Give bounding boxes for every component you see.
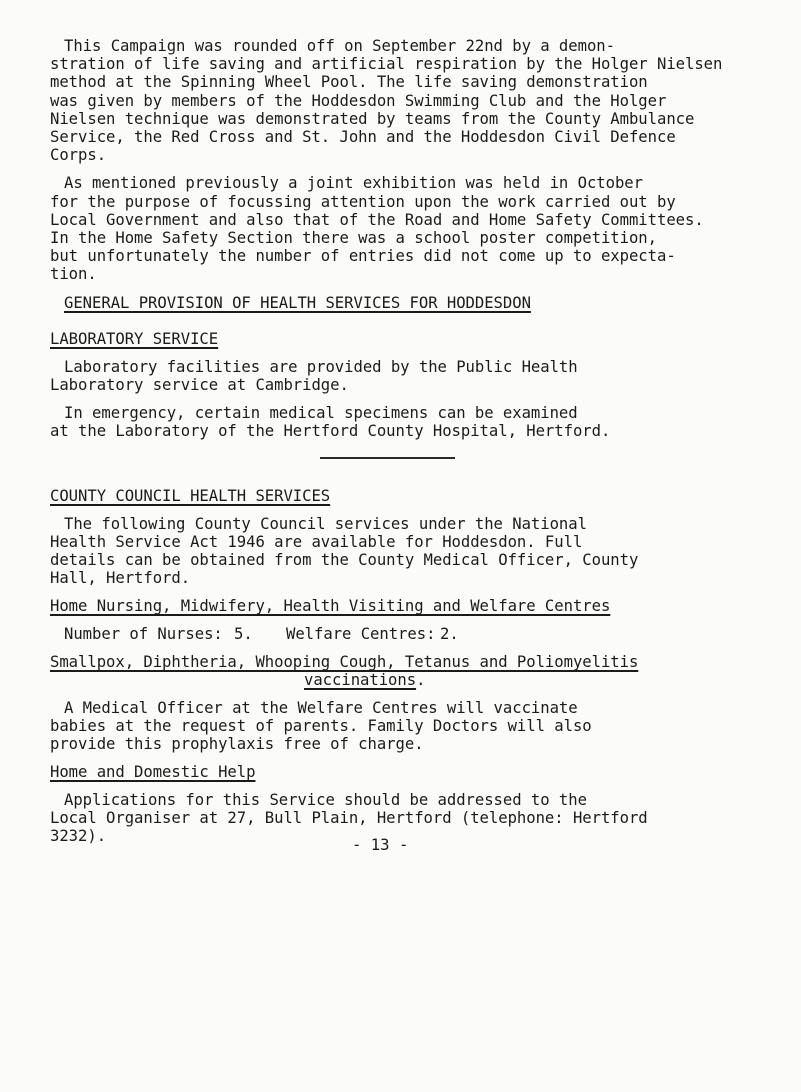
exhibition-line-6: tion. <box>50 265 97 283</box>
home-nursing-heading: Home Nursing, Midwifery, Health Visiting and Welfare Centres <box>50 597 611 615</box>
campaign-line-7: Corps. <box>50 146 107 164</box>
campaign-line-4: was given by members of the Hoddesdon Swimming Club and the Holger <box>50 92 667 110</box>
exhibition-line-4: In the Home Safety Section there was a school poster competition, <box>50 229 657 247</box>
domestic-help-line-3: 3232). <box>50 827 107 845</box>
campaign-line-5: Nielsen technique was demonstrated by teams from the County Ambulance <box>50 110 695 128</box>
domestic-help-line-2: Local Organiser at 27, Bull Plain, Hertford (telephone: Hertford <box>50 809 648 827</box>
domestic-help-line-1: Applications for this Service should be addressed to the <box>64 791 587 809</box>
county-council-line-1: The following County Council services under the National <box>64 515 587 533</box>
vaccinations-heading-word: vaccinations <box>304 671 417 689</box>
page-number: - 13 - <box>352 836 409 854</box>
welfare-centres-label: Welfare Centres: <box>286 625 436 643</box>
laboratory-heading: LABORATORY SERVICE <box>50 330 219 348</box>
laboratory-para1-line-1: Laboratory facilities are provided by the Public Health <box>64 358 578 376</box>
campaign-line-6: Service, the Red Cross and St. John and the Hoddesdon Civil Defence <box>50 128 676 146</box>
laboratory-para1-line-2: Laboratory service at Cambridge. <box>50 376 349 394</box>
exhibition-line-2: for the purpose of focussing attention upon the work carried out by <box>50 193 676 211</box>
county-council-heading: COUNTY COUNCIL HEALTH SERVICES <box>50 487 331 505</box>
vaccinations-line-3: provide this prophylaxis free of charge. <box>50 735 424 753</box>
vaccinations-heading-period: . <box>416 671 426 689</box>
campaign-line-2: stration of life saving and artificial respiration by the Holger Nielsen <box>50 55 723 73</box>
domestic-help-heading: Home and Domestic Help <box>50 763 256 781</box>
nurses-count: 5. <box>234 625 253 643</box>
campaign-line-1: This Campaign was rounded off on September 22nd by a demon- <box>64 37 615 55</box>
nurses-label: Number of Nurses: <box>64 625 223 643</box>
exhibition-line-3: Local Government and also that of the Road and Home Safety Committees. <box>50 211 704 229</box>
county-council-line-4: Hall, Hertford. <box>50 569 191 587</box>
vaccinations-line-1: A Medical Officer at the Welfare Centres will vaccinate <box>64 699 578 717</box>
laboratory-para2-line-2: at the Laboratory of the Hertford County Hospital, Hertford. <box>50 422 611 440</box>
exhibition-line-5: but unfortunately the number of entries did not come up to expecta- <box>50 247 676 265</box>
vaccinations-heading-line-2 <box>304 671 425 689</box>
exhibition-line-1: As mentioned previously a joint exhibition was held in October <box>64 174 643 192</box>
vaccinations-heading-line-1: Smallpox, Diphtheria, Whooping Cough, Tetanus and Poliomyelitis <box>50 653 639 671</box>
section-divider <box>320 457 455 459</box>
welfare-centres-count: 2. <box>440 625 459 643</box>
vaccinations-line-2: babies at the request of parents. Family Doctors will also <box>50 717 592 735</box>
campaign-line-3: method at the Spinning Wheel Pool. The life saving demonstration <box>50 73 648 91</box>
county-council-line-2: Health Service Act 1946 are available for Hoddesdon. Full <box>50 533 583 551</box>
county-council-line-3: details can be obtained from the County Medical Officer, County <box>50 551 639 569</box>
general-provision-heading: GENERAL PROVISION OF HEALTH SERVICES FOR HODDESDON <box>64 294 531 312</box>
laboratory-para2-line-1: In emergency, certain medical specimens can be examined <box>64 404 578 422</box>
